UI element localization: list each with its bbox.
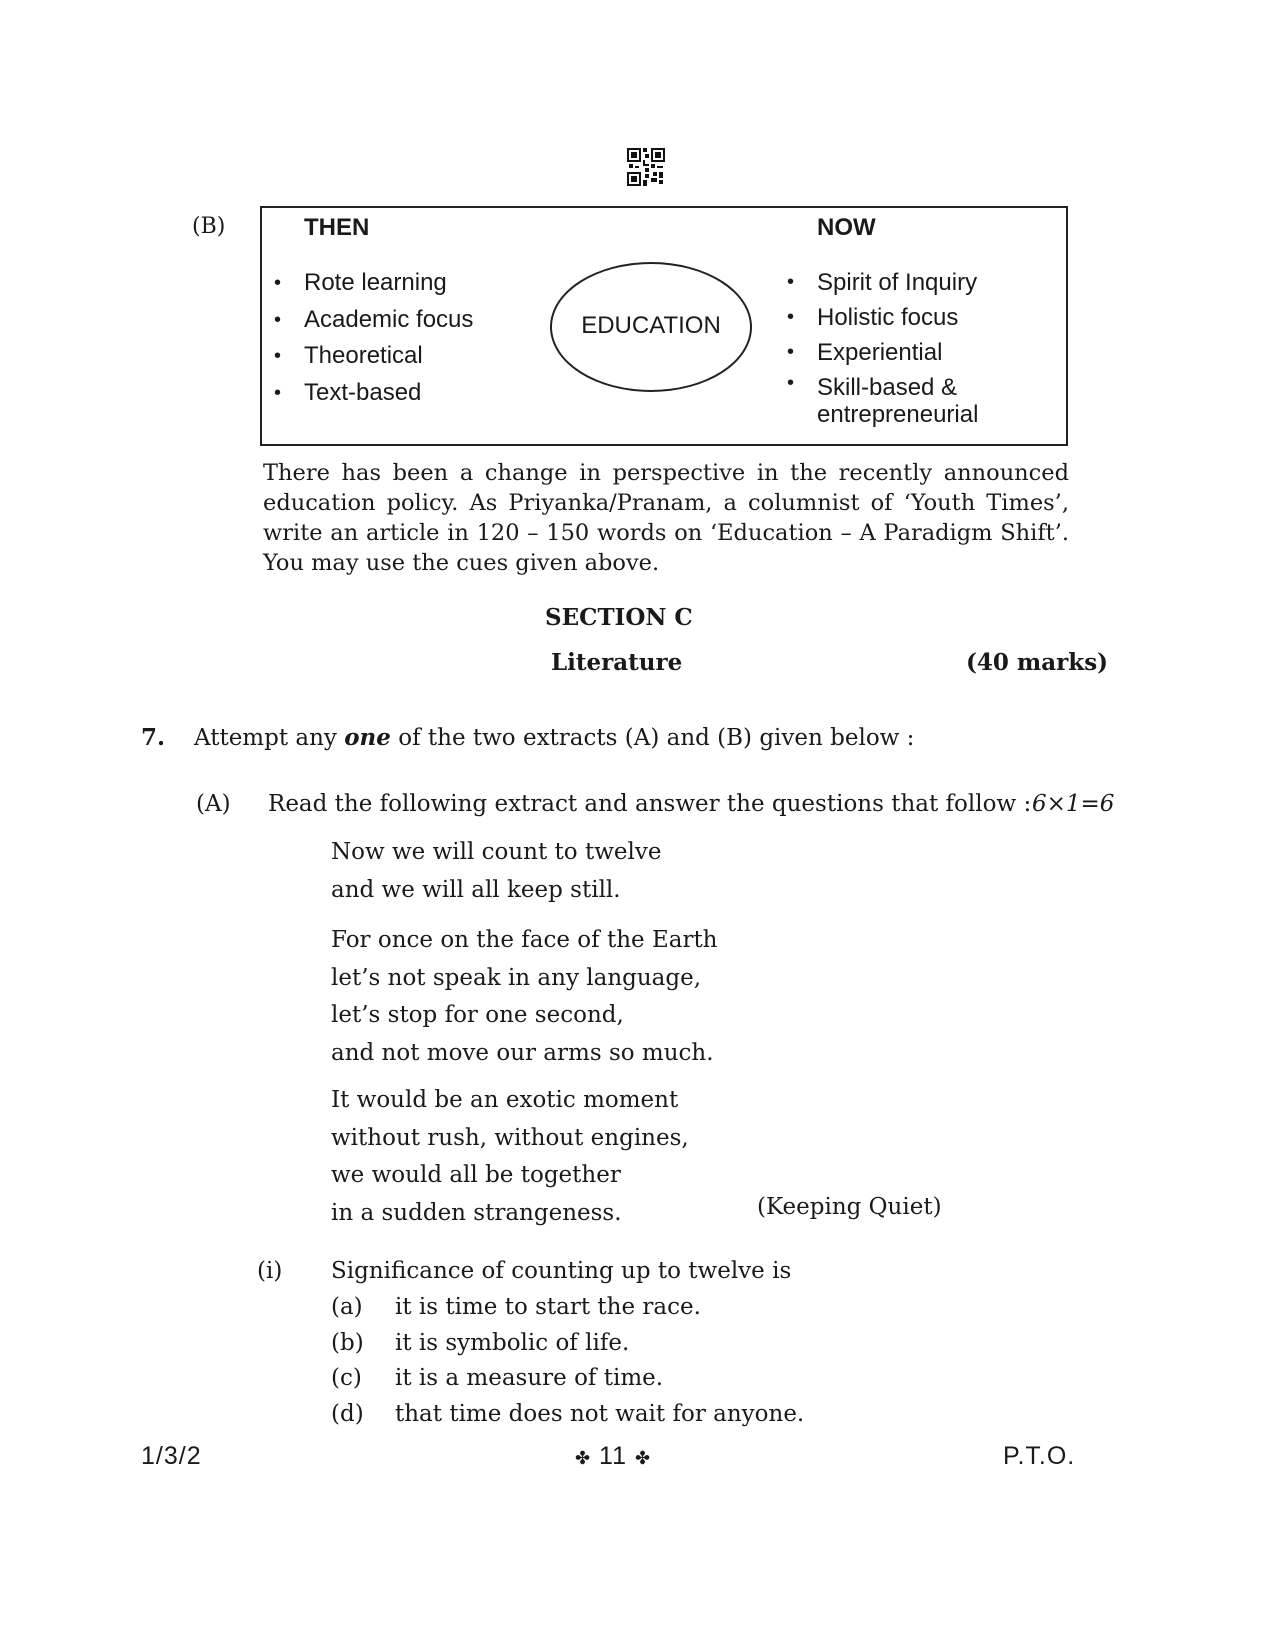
sub-question-label: (i) (257, 1258, 283, 1284)
part-a-instruction: Read the following extract and answer the questions that follow : (268, 791, 1032, 817)
now-heading: NOW (817, 214, 876, 241)
sub-question-text: Significance of counting up to twelve is (331, 1258, 792, 1284)
pto-label: P.T.O. (1003, 1442, 1076, 1470)
list-item: • Academic focus (268, 302, 518, 339)
option-label: (b) (331, 1329, 364, 1356)
then-list (268, 265, 518, 411)
list-item: • Spirit of Inquiry (781, 265, 1011, 300)
now-list (781, 265, 1011, 428)
question-b-prompt: There has been a change in perspective in the recently announced education policy. As Priyanka/Pranam, a columnist of ‘Youth Times’, write an article in 120 – 150 words on ‘Education – A Paradigm Shift’. You may use the cues given above. (263, 460, 1069, 576)
poem-line: and not move our arms so much. (331, 1039, 714, 1066)
list-item: • Skill-based & entrepreneurial (781, 370, 1011, 428)
education-label: EDUCATION (581, 312, 721, 339)
poem-line: Now we will count to twelve (331, 839, 662, 865)
poem-line: It would be an exotic moment (331, 1087, 679, 1113)
poem-line: let’s stop for one second, (331, 1002, 624, 1028)
intro-text: of the two extracts (A) and (B) given below : (390, 725, 915, 751)
question-b-label: (B) (192, 214, 226, 239)
poem-line: we would all be together (331, 1162, 621, 1188)
option-text: it is symbolic of life. (395, 1329, 630, 1356)
section-title: SECTION C (545, 604, 693, 631)
intro-emphasis: one (344, 724, 391, 751)
poem-stanza-1 (331, 834, 661, 909)
option-text: it is a measure of time. (395, 1365, 664, 1391)
list-item: • Holistic focus (781, 300, 1011, 335)
poem-line: let’s not speak in any language, (331, 964, 702, 991)
poem-stanza-2 (331, 922, 718, 1072)
ornament-right-icon: ✤ (634, 1448, 652, 1468)
question-7-intro (194, 724, 914, 751)
paper-code: 1/3/2 (141, 1442, 202, 1470)
section-subtitle: Literature (551, 649, 683, 676)
poem-title: (Keeping Quiet) (757, 1194, 942, 1220)
part-a-label: (A) (196, 791, 231, 817)
list-item: • Experiential (781, 335, 1011, 370)
list-item: • Theoretical (268, 338, 518, 375)
question-number: 7. (141, 724, 166, 751)
option-texts (395, 1290, 804, 1432)
option-label: (c) (331, 1365, 362, 1391)
list-item: • Rote learning (268, 265, 518, 302)
poem-stanza-3 (331, 1082, 689, 1232)
poem-line: and we will all keep still. (331, 876, 621, 903)
ornament-left-icon: ✤ (575, 1448, 592, 1468)
option-label: (a) (331, 1294, 363, 1320)
option-text: that time does not wait for anyone. (395, 1400, 805, 1427)
list-item: • Text-based (268, 375, 518, 412)
section-marks: (40 marks) (966, 649, 1109, 676)
poem-line: without rush, without engines, (331, 1124, 689, 1151)
then-heading: THEN (304, 214, 370, 241)
page-number: 11 (599, 1442, 627, 1470)
option-text: it is time to start the race. (395, 1294, 701, 1320)
option-labels (331, 1290, 364, 1432)
poem-line: in a sudden strangeness. (331, 1199, 622, 1226)
part-a-marks: 6×1=6 (1032, 791, 1115, 817)
page-number-block (575, 1442, 651, 1471)
qr-code (627, 148, 665, 186)
option-label: (d) (331, 1400, 364, 1427)
poem-line: For once on the face of the Earth (331, 927, 718, 953)
intro-text: Attempt any (194, 725, 345, 751)
